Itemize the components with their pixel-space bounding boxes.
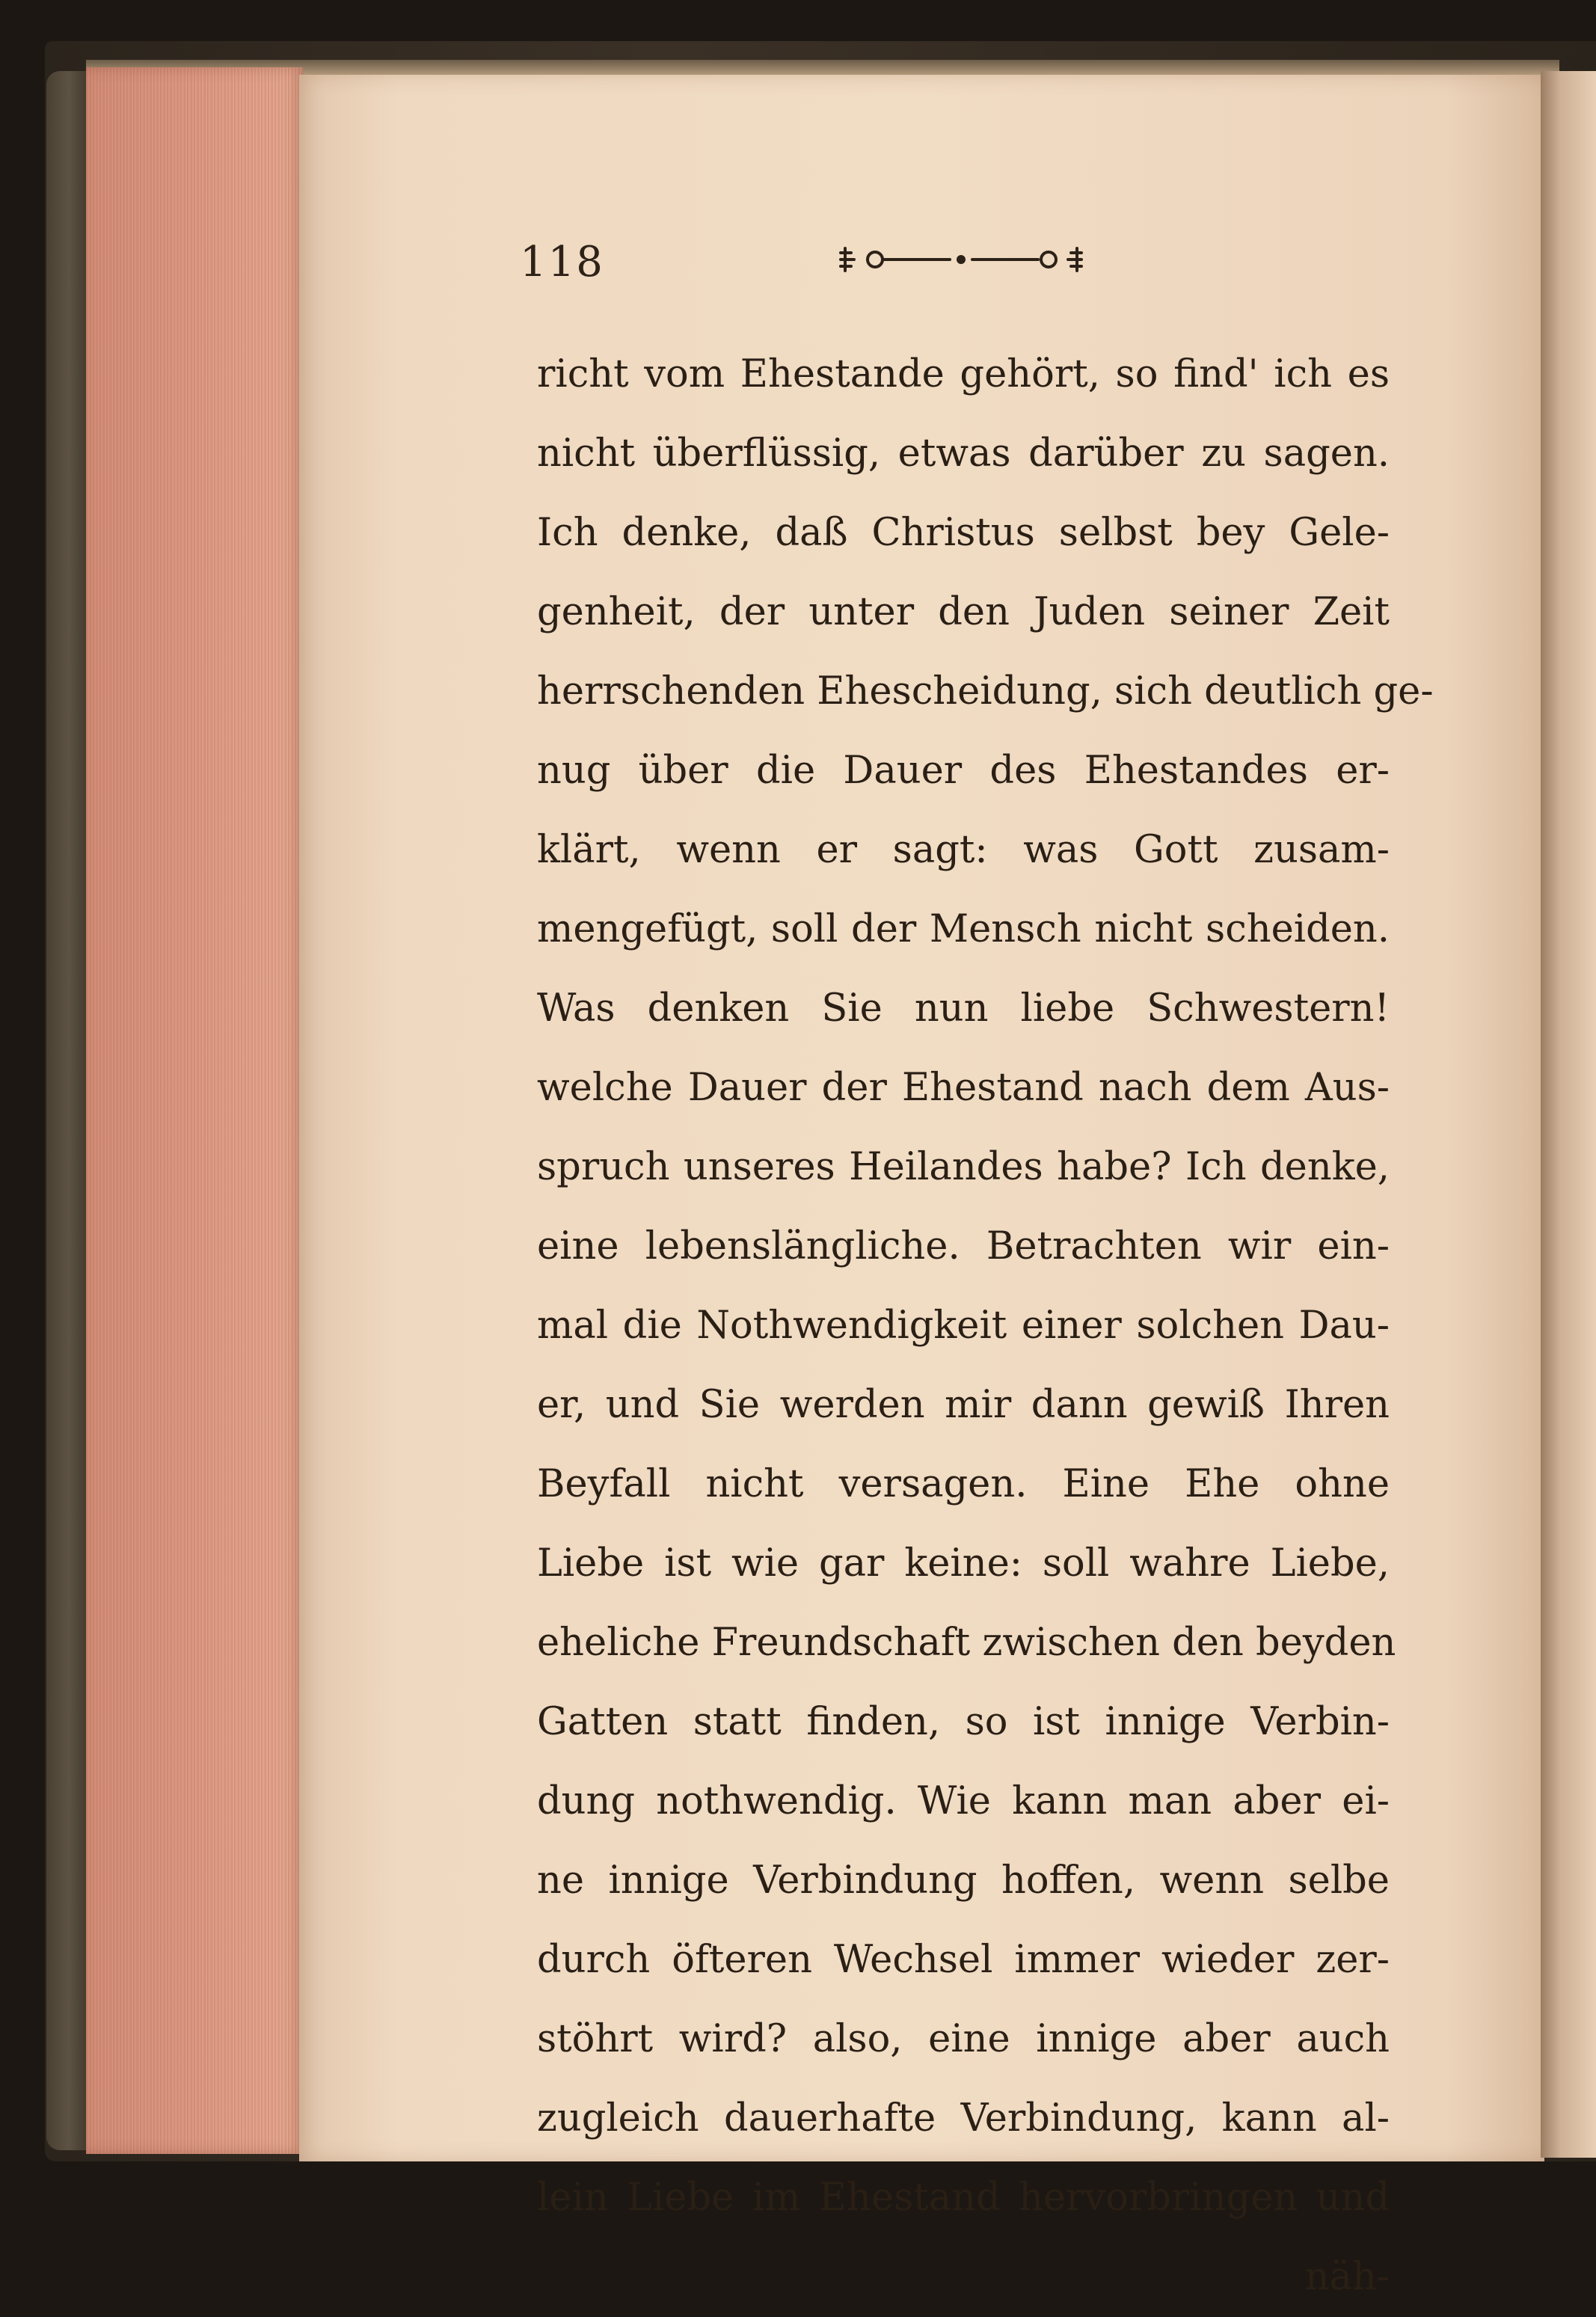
text-line: nug über die Dauer des Ehestandes er- (537, 749, 1390, 793)
book-spine (46, 71, 91, 2150)
text-line: Beyfall nicht versagen. Eine Ehe ohne (537, 1462, 1390, 1506)
red-sprinkled-page-edges (86, 67, 303, 2154)
text-line: dung nothwendig. Wie kann man aber ei- (537, 1779, 1390, 1823)
page-number: 118 (520, 238, 604, 286)
text-line: er, und Sie werden mir dann gewiß Ihren (537, 1383, 1390, 1427)
catchword: näh- (1304, 2255, 1390, 2299)
text-line: richt vom Ehestande gehört, so find' ich es (537, 352, 1390, 396)
text-line: Gatten statt finden, so ist innige Verbin- (537, 1700, 1390, 1744)
header-ornament-icon (838, 241, 1084, 278)
text-line: lein Liebe im Ehestand hervorbringen und (537, 2176, 1390, 2220)
text-line: Ich denke, daß Christus selbst bey Gele- (537, 511, 1390, 555)
text-line: Liebe ist wie gar keine: soll wahre Liebe, (537, 1541, 1390, 1586)
text-line: nicht überflüssig, etwas darüber zu sagen. (537, 432, 1390, 476)
text-line: klärt, wenn er sagt: was Gott zusam- (537, 828, 1390, 872)
text-line: eine lebenslängliche. Betrachten wir ein- (537, 1224, 1390, 1268)
text-line: herrschenden Ehescheidung, sich deutlich ge- (537, 669, 1434, 713)
facing-page-gutter (1541, 71, 1596, 2158)
text-line: ne innige Verbindung hoffen, wenn selbe (537, 1859, 1390, 1903)
text-line: spruch unseres Heilandes habe? Ich denke, (537, 1145, 1390, 1189)
text-line: mal die Nothwendigkeit einer solchen Dau- (537, 1304, 1390, 1348)
page-body-text (537, 335, 1434, 2317)
text-line: zugleich dauerhafte Verbindung, kann al- (537, 2096, 1390, 2140)
text-line: durch öfteren Wechsel immer wieder zer- (537, 1938, 1390, 1982)
text-line: Was denken Sie nun liebe Schwestern! (537, 986, 1390, 1031)
text-line: stöhrt wird? also, eine innige aber auch (537, 2017, 1390, 2061)
text-line: welche Dauer der Ehestand nach dem Aus- (537, 1066, 1390, 1110)
text-line: genheit, der unter den Juden seiner Zeit (537, 590, 1390, 634)
text-line: mengefügt, soll der Mensch nicht scheiden. (537, 907, 1390, 951)
text-line: eheliche Freundschaft zwischen den beyden (537, 1621, 1396, 1665)
